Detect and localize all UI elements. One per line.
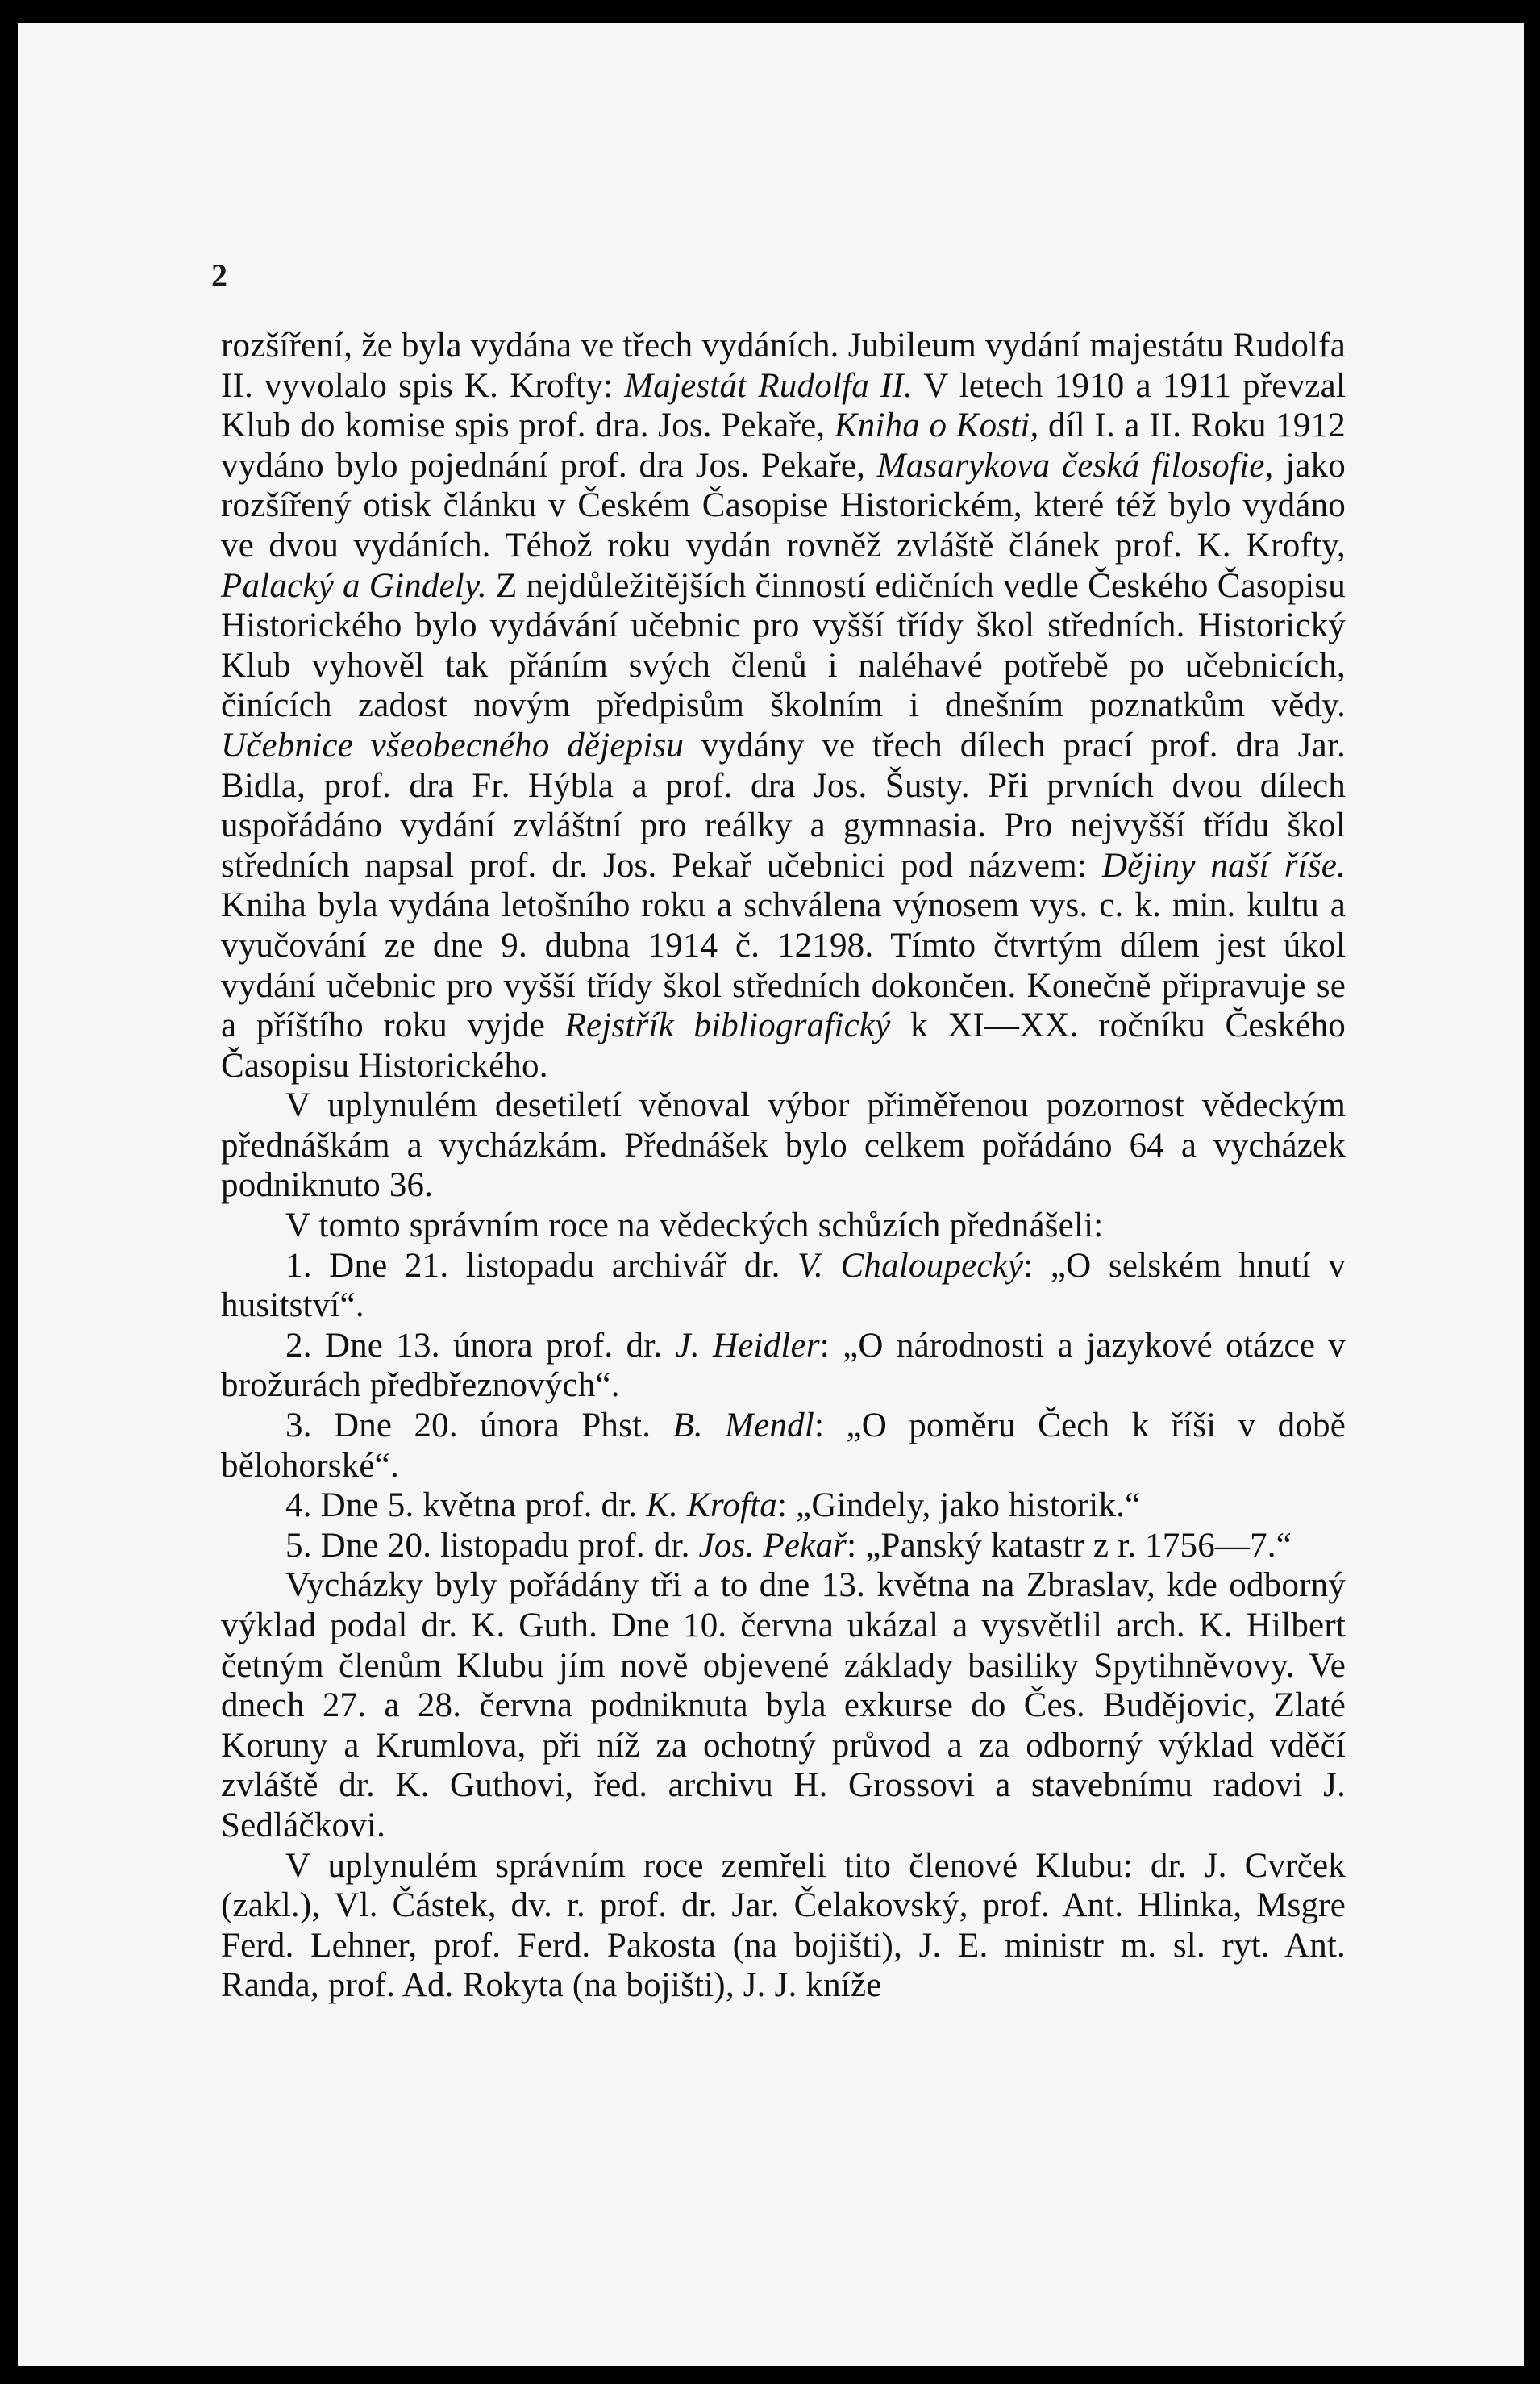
book-title: Dějiny naší říše.: [1101, 846, 1346, 885]
text-run: Z nejdůležitějších činností edičních vedle Českého Časopisu Historického bylo vydávání učebnic pro vyšší třídy škol středních. Historický Klub vyhověl tak přáním svých členů i naléhavé potřebě po učebnicích, činících zadost novým předpisům školním i dnešním poznatkům vědy.: [221, 566, 1346, 725]
lecturer-name: J. Heidler: [675, 1326, 820, 1365]
paragraph-lectures-summary: V uplynulém desetiletí věnoval výbor přiměřenou pozornost vědeckým přednáškám a vycházkám. Přednášek bylo celkem pořádáno 64 a vycházek podniknuto 36.: [221, 1086, 1346, 1205]
text-run: : „O poměru Čech k říši v době bělohorské“.: [221, 1407, 1346, 1485]
page-number: 2: [211, 257, 227, 294]
text-run: 3. Dne 20. února Phst.: [285, 1407, 673, 1445]
paragraph-publications: [221, 326, 1346, 1086]
book-title: Majestát Rudolfa II.: [624, 366, 913, 405]
lecturer-name: V. Chaloupecký: [797, 1246, 1024, 1285]
text-run: : „Panský katastr z r. 1756—7.“: [847, 1526, 1292, 1565]
lecturer-name: Jos. Pekař: [698, 1526, 847, 1565]
lecturer-name: K. Krofta: [646, 1486, 777, 1525]
book-title: Rejstřík bibliografický: [564, 1007, 891, 1045]
text-run: k XI—XX. ročníku Českého Časopisu Historického.: [221, 1007, 1346, 1085]
lecture-item: [221, 1326, 1346, 1406]
text-run: díl I. a II. Roku 1912 vydáno bylo pojednání prof. dra Jos. Pekaře,: [221, 406, 1346, 485]
text-run: 1. Dne 21. listopadu archivář dr.: [285, 1246, 798, 1285]
text-run: vydány ve třech dílech prací prof. dra Jar. Bidla, prof. dra Fr. Hýbla a prof. dra Jos. Šusty. Při prvních dvou dílech uspořádáno vydání zvláštní pro reálky a gymnasia. Pro nejvyšší třídu škol středních napsal prof. dr. Jos. Pekař učebnici pod názvem:: [221, 726, 1346, 885]
text-run: : „Gindely, jako historik.“: [776, 1486, 1141, 1525]
text-run: : „O národnosti a jazykové otázce v brožurách předbřeznových“.: [221, 1326, 1346, 1405]
text-run: V letech 1910 a 1911 převzal Klub do komise spis prof. dra. Jos. Pekaře,: [221, 366, 1346, 445]
lecture-item: [221, 1406, 1346, 1486]
body-text: [221, 326, 1346, 2006]
book-title: Masarykova česká filosofie,: [876, 446, 1274, 485]
text-run: jako rozšířený otisk článku v Českém Časopise Historickém, které též bylo vydáno ve dvou vydáních. Téhož roku vydán rovněž zvláště článek prof. K. Krofty,: [221, 446, 1346, 565]
paragraph-deceased-members: V uplynulém správním roce zemřeli tito členové Klubu: dr. J. Cvrček (zakl.), Vl. Částek, dv. r. prof. dr. Jar. Čelakovský, prof. Ant. Hlinka, Msgre Ferd. Lehner, prof. Ferd. Pakosta (na bojišti), J. E. ministr m. sl. ryt. Ant. Randa, prof. Ad. Rokyta (na bojišti), J. J. kníže: [221, 1846, 1346, 2005]
text-run: rozšíření, že byla vydána ve třech vydáních. Jubileum vydání majestátu Rudolfa II. vyvolalo spis K. Krofty:: [221, 327, 1346, 405]
paragraph-excursions: Vycházky byly pořádány tři a to dne 13. května na Zbraslav, kde odborný výklad podal dr. K. Guth. Dne 10. června ukázal a vysvětlil arch. K. Hilbert četným členům Klubu jím nově objevené základy basiliky Spytihněvovy. Ve dnech 27. a 28. června podniknuta byla exkurse do Čes. Budějovic, Zlaté Koruny a Krumlova, při níž za ochotný průvod a za odborný výklad vděčí zvláště dr. K. Guthovi, řed. archivu H. Grossovi a stavebnímu radovi J. Sedláčkovi.: [221, 1566, 1346, 1844]
text-run: 5. Dne 20. listopadu prof. dr.: [285, 1526, 699, 1565]
text-run: 2. Dne 13. února prof. dr.: [285, 1326, 676, 1365]
lecture-item: [221, 1486, 1346, 1526]
book-title: Učebnice všeobecného dějepisu: [221, 726, 685, 765]
scanned-page: [18, 23, 1524, 2366]
book-title: Palacký a Gindely.: [221, 566, 487, 605]
lecture-item: [221, 1526, 1346, 1566]
text-run: : „O selském hnutí v husitství“.: [221, 1246, 1346, 1325]
book-title: Kniha o Kosti,: [834, 406, 1039, 445]
text-run: Kniha byla vydána letošního roku a schválena výnosem vys. c. k. min. kultu a vyučování ze dne 9. dubna 1914 č. 12198. Tímto čtvrtým dílem jest úkol vydání učebnic pro vyšší třídy škol středních dokončen. Konečně připravuje se a příštího roku vyjde: [221, 886, 1346, 1045]
lecture-item: [221, 1246, 1346, 1326]
text-run: 4. Dne 5. května prof. dr.: [285, 1486, 647, 1525]
lecturer-name: B. Mendl: [672, 1407, 815, 1445]
paragraph-lectures-intro: V tomto správním roce na vědeckých schůzích přednášeli:: [285, 1207, 1104, 1245]
